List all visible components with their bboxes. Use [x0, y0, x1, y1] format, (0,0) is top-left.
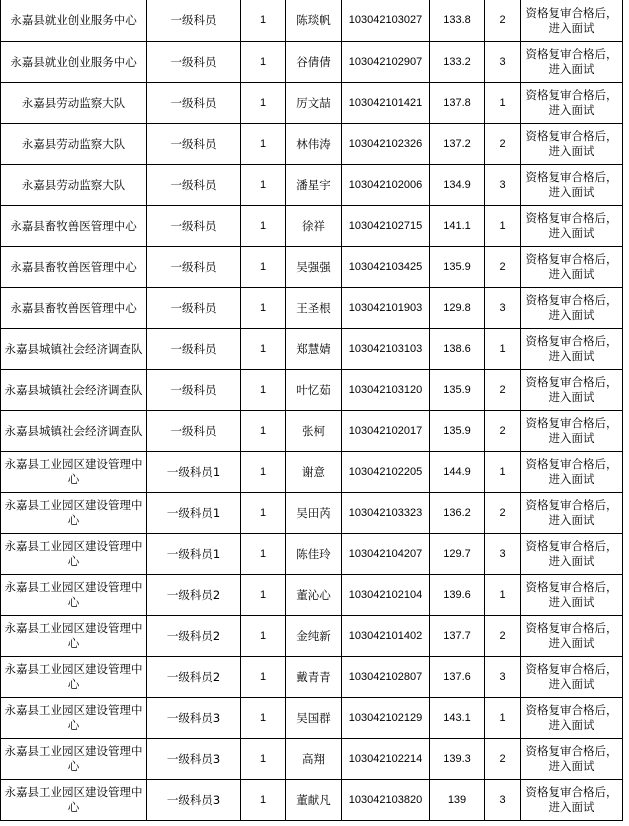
score-cell: 129.8	[430, 288, 485, 329]
rank-cell: 2	[485, 411, 521, 452]
rank-cell: 1	[485, 83, 521, 124]
unit-cell: 永嘉县工业园区建设管理中心	[1, 493, 147, 534]
table-row	[1, 206, 623, 247]
name-cell: 叶忆茹	[286, 370, 342, 411]
position-cell: 一级科员3	[147, 739, 241, 780]
name-cell: 高翔	[286, 739, 342, 780]
quota-cell: 1	[241, 534, 286, 575]
score-cell: 134.9	[430, 165, 485, 206]
unit-cell: 永嘉县工业园区建设管理中心	[1, 534, 147, 575]
rank-cell: 2	[485, 616, 521, 657]
exam-number-cell: 103042103120	[342, 370, 430, 411]
quota-cell: 1	[241, 411, 286, 452]
unit-cell: 永嘉县工业园区建设管理中心	[1, 780, 147, 821]
score-cell: 133.2	[430, 42, 485, 83]
exam-number-cell: 103042104207	[342, 534, 430, 575]
note-cell: 资格复审合格后，进入面试	[521, 698, 623, 739]
table-row	[1, 575, 623, 616]
note-cell: 资格复审合格后，进入面试	[521, 42, 623, 83]
rank-cell: 1	[485, 575, 521, 616]
rank-cell: 1	[485, 329, 521, 370]
rank-cell: 3	[485, 534, 521, 575]
exam-number-cell: 103042101421	[342, 83, 430, 124]
quota-cell: 1	[241, 124, 286, 165]
note-cell: 资格复审合格后，进入面试	[521, 206, 623, 247]
position-cell: 一级科员	[147, 288, 241, 329]
unit-cell: 永嘉县劳动监察大队	[1, 124, 147, 165]
table-row	[1, 329, 623, 370]
unit-cell: 永嘉县工业园区建设管理中心	[1, 452, 147, 493]
score-cell: 135.9	[430, 411, 485, 452]
position-cell: 一级科员	[147, 370, 241, 411]
quota-cell: 1	[241, 42, 286, 83]
unit-cell: 永嘉县畜牧兽医管理中心	[1, 206, 147, 247]
position-cell: 一级科员	[147, 83, 241, 124]
table-row	[1, 616, 623, 657]
note-cell: 资格复审合格后，进入面试	[521, 616, 623, 657]
table-row	[1, 42, 623, 83]
note-cell: 资格复审合格后，进入面试	[521, 575, 623, 616]
rank-cell: 1	[485, 452, 521, 493]
position-cell: 一级科员2	[147, 575, 241, 616]
table-row	[1, 452, 623, 493]
name-cell: 谢意	[286, 452, 342, 493]
table-row	[1, 534, 623, 575]
name-cell: 吴田芮	[286, 493, 342, 534]
score-cell: 144.9	[430, 452, 485, 493]
rank-cell: 2	[485, 0, 521, 42]
quota-cell: 1	[241, 452, 286, 493]
rank-cell: 2	[485, 370, 521, 411]
name-cell: 郑慧婧	[286, 329, 342, 370]
unit-cell: 永嘉县城镇社会经济调查队	[1, 370, 147, 411]
rank-cell: 3	[485, 165, 521, 206]
quota-cell: 1	[241, 370, 286, 411]
name-cell: 张柯	[286, 411, 342, 452]
name-cell: 戴青青	[286, 657, 342, 698]
position-cell: 一级科员	[147, 165, 241, 206]
exam-number-cell: 103042102017	[342, 411, 430, 452]
note-cell: 资格复审合格后，进入面试	[521, 370, 623, 411]
unit-cell: 永嘉县工业园区建设管理中心	[1, 657, 147, 698]
name-cell: 吴强强	[286, 247, 342, 288]
rank-cell: 1	[485, 206, 521, 247]
rank-cell: 1	[485, 698, 521, 739]
unit-cell: 永嘉县城镇社会经济调查队	[1, 329, 147, 370]
table-row	[1, 0, 623, 42]
position-cell: 一级科员	[147, 329, 241, 370]
rank-cell: 3	[485, 288, 521, 329]
note-cell: 资格复审合格后，进入面试	[521, 411, 623, 452]
name-cell: 林伟涛	[286, 124, 342, 165]
exam-number-cell: 103042102807	[342, 657, 430, 698]
rank-cell: 3	[485, 780, 521, 821]
quota-cell: 1	[241, 739, 286, 780]
exam-number-cell: 103042103027	[342, 0, 430, 42]
note-cell: 资格复审合格后，进入面试	[521, 165, 623, 206]
position-cell: 一级科员2	[147, 657, 241, 698]
quota-cell: 1	[241, 0, 286, 42]
unit-cell: 永嘉县工业园区建设管理中心	[1, 616, 147, 657]
quota-cell: 1	[241, 493, 286, 534]
name-cell: 董献凡	[286, 780, 342, 821]
note-cell: 资格复审合格后，进入面试	[521, 534, 623, 575]
name-cell: 王圣根	[286, 288, 342, 329]
note-cell: 资格复审合格后，进入面试	[521, 83, 623, 124]
score-cell: 135.9	[430, 247, 485, 288]
position-cell: 一级科员1	[147, 534, 241, 575]
exam-number-cell: 103042103820	[342, 780, 430, 821]
name-cell: 陈佳玲	[286, 534, 342, 575]
unit-cell: 永嘉县工业园区建设管理中心	[1, 739, 147, 780]
unit-cell: 永嘉县就业创业服务中心	[1, 0, 147, 42]
quota-cell: 1	[241, 165, 286, 206]
exam-number-cell: 103042102907	[342, 42, 430, 83]
rank-cell: 3	[485, 657, 521, 698]
unit-cell: 永嘉县畜牧兽医管理中心	[1, 288, 147, 329]
quota-cell: 1	[241, 247, 286, 288]
position-cell: 一级科员3	[147, 780, 241, 821]
score-cell: 139.6	[430, 575, 485, 616]
score-cell: 141.1	[430, 206, 485, 247]
name-cell: 陈琰帆	[286, 0, 342, 42]
table-row	[1, 739, 623, 780]
quota-cell: 1	[241, 288, 286, 329]
score-cell: 133.8	[430, 0, 485, 42]
quota-cell: 1	[241, 83, 286, 124]
quota-cell: 1	[241, 698, 286, 739]
table-row	[1, 780, 623, 821]
name-cell: 董沁心	[286, 575, 342, 616]
quota-cell: 1	[241, 329, 286, 370]
exam-number-cell: 103042102715	[342, 206, 430, 247]
table-row	[1, 288, 623, 329]
score-cell: 139.3	[430, 739, 485, 780]
position-cell: 一级科员	[147, 411, 241, 452]
quota-cell: 1	[241, 657, 286, 698]
score-cell: 135.9	[430, 370, 485, 411]
table-row	[1, 370, 623, 411]
position-cell: 一级科员	[147, 0, 241, 42]
note-cell: 资格复审合格后，进入面试	[521, 452, 623, 493]
position-cell: 一级科员3	[147, 698, 241, 739]
exam-number-cell: 103042103103	[342, 329, 430, 370]
position-cell: 一级科员	[147, 247, 241, 288]
note-cell: 资格复审合格后，进入面试	[521, 657, 623, 698]
exam-number-cell: 103042102104	[342, 575, 430, 616]
name-cell: 潘星宇	[286, 165, 342, 206]
score-cell: 129.7	[430, 534, 485, 575]
score-cell: 139	[430, 780, 485, 821]
unit-cell: 永嘉县劳动监察大队	[1, 165, 147, 206]
rank-cell: 2	[485, 124, 521, 165]
exam-number-cell: 103042101402	[342, 616, 430, 657]
rank-cell: 2	[485, 247, 521, 288]
unit-cell: 永嘉县工业园区建设管理中心	[1, 698, 147, 739]
note-cell: 资格复审合格后，进入面试	[521, 247, 623, 288]
unit-cell: 永嘉县畜牧兽医管理中心	[1, 247, 147, 288]
score-cell: 137.6	[430, 657, 485, 698]
note-cell: 资格复审合格后，进入面试	[521, 0, 623, 42]
position-cell: 一级科员	[147, 42, 241, 83]
name-cell: 徐祥	[286, 206, 342, 247]
note-cell: 资格复审合格后，进入面试	[521, 329, 623, 370]
exam-number-cell: 103042102205	[342, 452, 430, 493]
table-row	[1, 124, 623, 165]
note-cell: 资格复审合格后，进入面试	[521, 288, 623, 329]
quota-cell: 1	[241, 206, 286, 247]
note-cell: 资格复审合格后，进入面试	[521, 493, 623, 534]
note-cell: 资格复审合格后，进入面试	[521, 739, 623, 780]
exam-number-cell: 103042103425	[342, 247, 430, 288]
quota-cell: 1	[241, 616, 286, 657]
unit-cell: 永嘉县劳动监察大队	[1, 83, 147, 124]
table-row	[1, 411, 623, 452]
rank-cell: 2	[485, 493, 521, 534]
position-cell: 一级科员2	[147, 616, 241, 657]
name-cell: 金纯新	[286, 616, 342, 657]
unit-cell: 永嘉县工业园区建设管理中心	[1, 575, 147, 616]
table-body	[1, 0, 623, 821]
quota-cell: 1	[241, 780, 286, 821]
exam-number-cell: 103042102006	[342, 165, 430, 206]
table-row	[1, 165, 623, 206]
table-row	[1, 83, 623, 124]
exam-number-cell: 103042102214	[342, 739, 430, 780]
name-cell: 厉文喆	[286, 83, 342, 124]
position-cell: 一级科员1	[147, 452, 241, 493]
name-cell: 吴国群	[286, 698, 342, 739]
position-cell: 一级科员	[147, 124, 241, 165]
score-cell: 143.1	[430, 698, 485, 739]
position-cell: 一级科员1	[147, 493, 241, 534]
table-row	[1, 698, 623, 739]
name-cell: 谷倩倩	[286, 42, 342, 83]
table-row	[1, 657, 623, 698]
position-cell: 一级科员	[147, 206, 241, 247]
exam-number-cell: 103042102326	[342, 124, 430, 165]
score-cell: 137.2	[430, 124, 485, 165]
score-cell: 138.6	[430, 329, 485, 370]
rank-cell: 3	[485, 42, 521, 83]
score-cell: 136.2	[430, 493, 485, 534]
exam-number-cell: 103042103323	[342, 493, 430, 534]
rank-cell: 2	[485, 739, 521, 780]
exam-number-cell: 103042102129	[342, 698, 430, 739]
note-cell: 资格复审合格后，进入面试	[521, 124, 623, 165]
score-cell: 137.8	[430, 83, 485, 124]
exam-number-cell: 103042101903	[342, 288, 430, 329]
unit-cell: 永嘉县城镇社会经济调查队	[1, 411, 147, 452]
note-cell: 资格复审合格后，进入面试	[521, 780, 623, 821]
quota-cell: 1	[241, 575, 286, 616]
table-row	[1, 493, 623, 534]
unit-cell: 永嘉县就业创业服务中心	[1, 42, 147, 83]
score-cell: 137.7	[430, 616, 485, 657]
table-row	[1, 247, 623, 288]
